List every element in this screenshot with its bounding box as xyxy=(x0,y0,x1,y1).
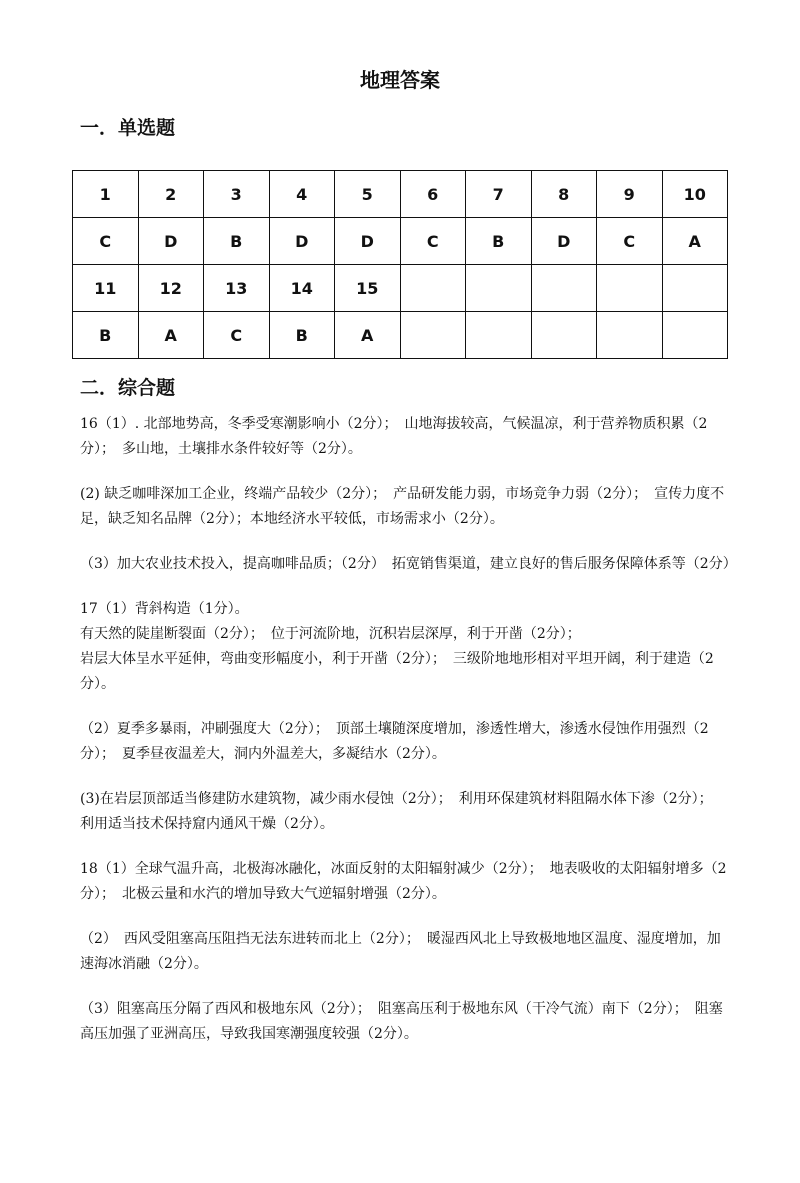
table-cell: 10 xyxy=(662,171,728,218)
table-cell xyxy=(662,312,728,359)
table-cell xyxy=(597,265,663,312)
table-cell: C xyxy=(73,218,139,265)
table-cell: 3 xyxy=(204,171,270,218)
table-cell xyxy=(400,312,466,359)
table-cell: D xyxy=(269,218,335,265)
table-cell: A xyxy=(335,312,401,359)
table-cell: A xyxy=(138,312,204,359)
answer-q18-part3: （3）阻塞高压分隔了西风和极地东风（2分）； 阻塞高压利于极地东风（干冷气流）南下（2分）； 阻塞高压加强了亚洲高压，导致我国寒潮强度较强（2分）。 xyxy=(80,1001,723,1042)
answer-q17-part1-line2: 有天然的陡崖断裂面（2分）； 位于河流阶地，沉积岩层深厚，利于开凿（2分）； xyxy=(80,626,581,642)
comprehensive-answers xyxy=(80,412,737,1047)
table-cell xyxy=(466,265,532,312)
answer-q17-part1-title: 17（1）背斜构造（1分）。 xyxy=(80,601,249,617)
table-cell: B xyxy=(466,218,532,265)
table-cell: 8 xyxy=(531,171,597,218)
table-cell: 15 xyxy=(335,265,401,312)
table-cell: 1 xyxy=(73,171,139,218)
answer-q18-part2: （2） 西风受阻塞高压阻挡无法东进转而北上（2分）； 暖湿西风北上导致极地地区温度、湿度增加，加速海冰消融（2分）。 xyxy=(80,931,721,972)
table-cell: A xyxy=(662,218,728,265)
answer-q17-part3: (3)在岩层顶部适当修建防水建筑物，减少雨水侵蚀（2分）； 利用环保建筑材料阻隔水体下渗（2分）； 利用适当技术保持窟内通风干燥（2分）。 xyxy=(80,791,720,832)
answer-q17-part2: （2）夏季多暴雨，冲刷强度大（2分）； 顶部土壤随深度增加，渗透性增大，渗透水侵蚀作用强烈（2分）； 夏季昼夜温差大，洞内外温差大，多凝结水（2分）。 xyxy=(80,721,709,762)
answer-q16-part2: (2) 缺乏咖啡深加工企业，终端产品较少（2分）； 产品研发能力弱，市场竞争力弱（2分）； 宣传力度不足，缺乏知名品牌（2分）；本地经济水平较低，市场需求小（2分）。 xyxy=(80,486,725,527)
answer-q17-part1-line3: 岩层大体呈水平延伸，弯曲变形幅度小，利于开凿（2分）； 三级阶地地形相对平坦开阔，利于建造（2分）。 xyxy=(80,651,714,692)
table-cell: 7 xyxy=(466,171,532,218)
table-cell: 4 xyxy=(269,171,335,218)
table-cell: C xyxy=(400,218,466,265)
answer-table xyxy=(72,170,728,359)
page-title: 地理答案 xyxy=(360,68,440,92)
table-row xyxy=(73,265,728,312)
table-cell: D xyxy=(531,218,597,265)
table-cell: 12 xyxy=(138,265,204,312)
table-cell: B xyxy=(73,312,139,359)
table-row xyxy=(73,171,728,218)
table-cell: 11 xyxy=(73,265,139,312)
answer-q16-part1: 16（1）. 北部地势高，冬季受寒潮影响小（2分）； 山地海拔较高，气候温凉，利于营养物质积累（2分）； 多山地，土壤排水条件较好等（2分）。 xyxy=(80,416,708,457)
table-cell xyxy=(400,265,466,312)
table-cell: 5 xyxy=(335,171,401,218)
table-cell: 6 xyxy=(400,171,466,218)
table-cell: D xyxy=(138,218,204,265)
table-cell: C xyxy=(204,312,270,359)
table-cell: D xyxy=(335,218,401,265)
table-cell xyxy=(531,265,597,312)
table-cell: 2 xyxy=(138,171,204,218)
section-heading-comprehensive: 二．综合题 xyxy=(80,377,176,399)
answer-q16-part3: （3）加大农业技术投入，提高咖啡品质；（2分） 拓宽销售渠道，建立良好的售后服务保障体系等（2分） xyxy=(80,556,737,572)
table-row xyxy=(73,218,728,265)
table-row xyxy=(73,312,728,359)
table-cell xyxy=(662,265,728,312)
table-cell: B xyxy=(269,312,335,359)
table-cell xyxy=(466,312,532,359)
table-cell xyxy=(597,312,663,359)
answer-q18-part1: 18（1）全球气温升高，北极海冰融化，冰面反射的太阳辐射减少（2分）； 地表吸收的太阳辐射增多（2分）； 北极云量和水汽的增加导致大气逆辐射增强（2分）。 xyxy=(80,861,727,902)
table-cell: C xyxy=(597,218,663,265)
table-cell xyxy=(531,312,597,359)
table-cell: 13 xyxy=(204,265,270,312)
table-cell: 14 xyxy=(269,265,335,312)
table-cell: 9 xyxy=(597,171,663,218)
table-cell: B xyxy=(204,218,270,265)
section-heading-multiple-choice: 一．单选题 xyxy=(80,117,176,139)
